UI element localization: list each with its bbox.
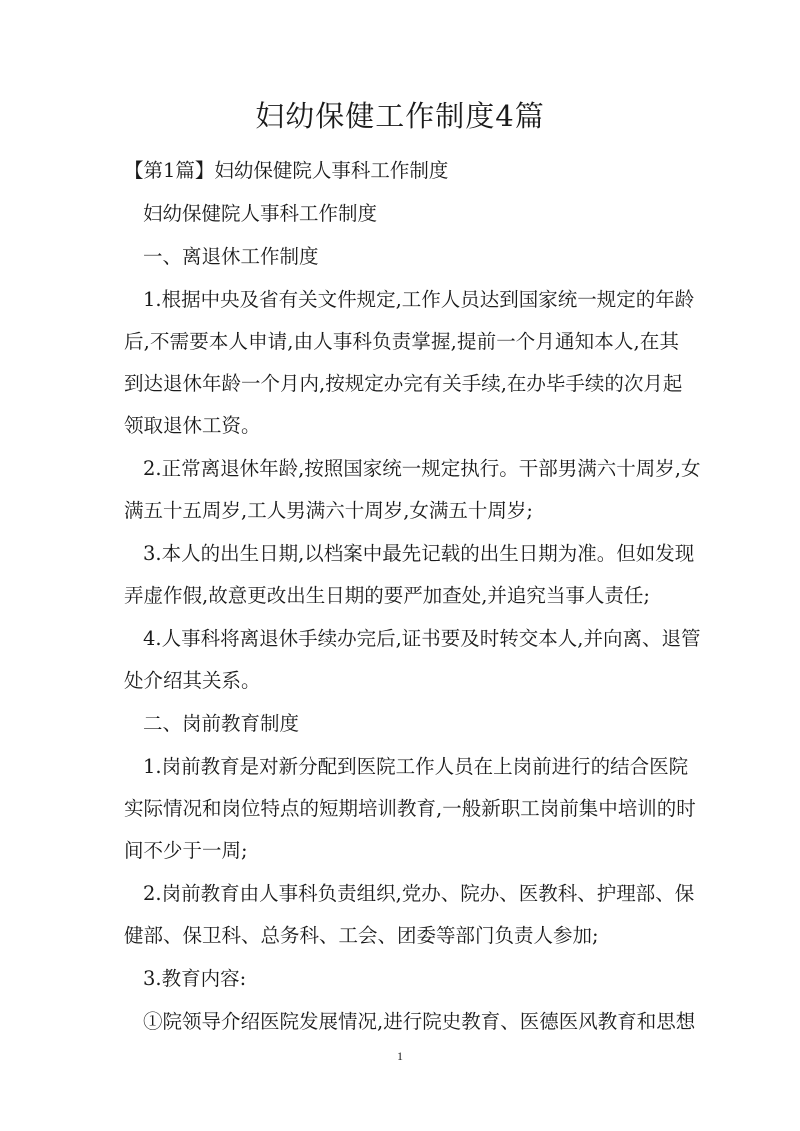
document-title: 妇幼保健工作制度4篇 (255, 99, 545, 133)
page-number: 1 (397, 1049, 403, 1063)
paragraph-line: 到达退休年龄一个月内,按规定办完有关手续,在办毕手续的次月起 (124, 372, 683, 395)
paragraph-line: 处介绍其关系。 (124, 669, 261, 692)
paragraph-line: 健部、保卫科、总务科、工会、团委等部门负责人参加; (124, 924, 599, 947)
paragraph-line: 后,不需要本人申请,由人事科负责掌握,提前一个月通知本人,在其 (124, 330, 679, 353)
section-heading: 一、离退休工作制度 (143, 245, 319, 268)
paragraph-line: 2.岗前教育由人事科负责组织,党办、院办、医教科、护理部、保 (143, 882, 695, 905)
paragraph-line: ①院领导介绍医院发展情况,进行院史教育、医德医风教育和思想 (143, 1010, 696, 1033)
paragraph-line: 弄虚作假,故意更改出生日期的要严加查处,并追究当事人责任; (124, 584, 650, 607)
paragraph-line: 领取退休工资。 (124, 414, 261, 437)
paragraph-line: 3.教育内容: (143, 967, 247, 990)
subtitle: 妇幼保健院人事科工作制度 (143, 202, 378, 225)
paragraph-line: 实际情况和岗位特点的短期培训教育,一般新职工岗前集中培训的时 (124, 797, 696, 820)
paragraph-line: 4.人事科将离退休手续办完后,证书要及时转交本人,并向离、退管 (143, 627, 701, 650)
section-heading: 【第1篇】妇幼保健院人事科工作制度 (124, 159, 449, 182)
paragraph-line: 1.岗前教育是对新分配到医院工作人员在上岗前进行的结合医院 (143, 755, 689, 778)
paragraph-line: 满五十五周岁,工人男满六十周岁,女满五十周岁; (124, 499, 533, 522)
paragraph-line: 间不少于一周; (124, 839, 248, 862)
paragraph-line: 2.正常离退休年龄,按照国家统一规定执行。干部男满六十周岁,女 (143, 457, 701, 480)
paragraph-line: 1.根据中央及省有关文件规定,工作人员达到国家统一规定的年龄 (143, 288, 695, 311)
section-heading: 二、岗前教育制度 (143, 712, 300, 735)
paragraph-line: 3.本人的出生日期,以档案中最先记载的出生日期为准。但如发现 (143, 542, 695, 565)
